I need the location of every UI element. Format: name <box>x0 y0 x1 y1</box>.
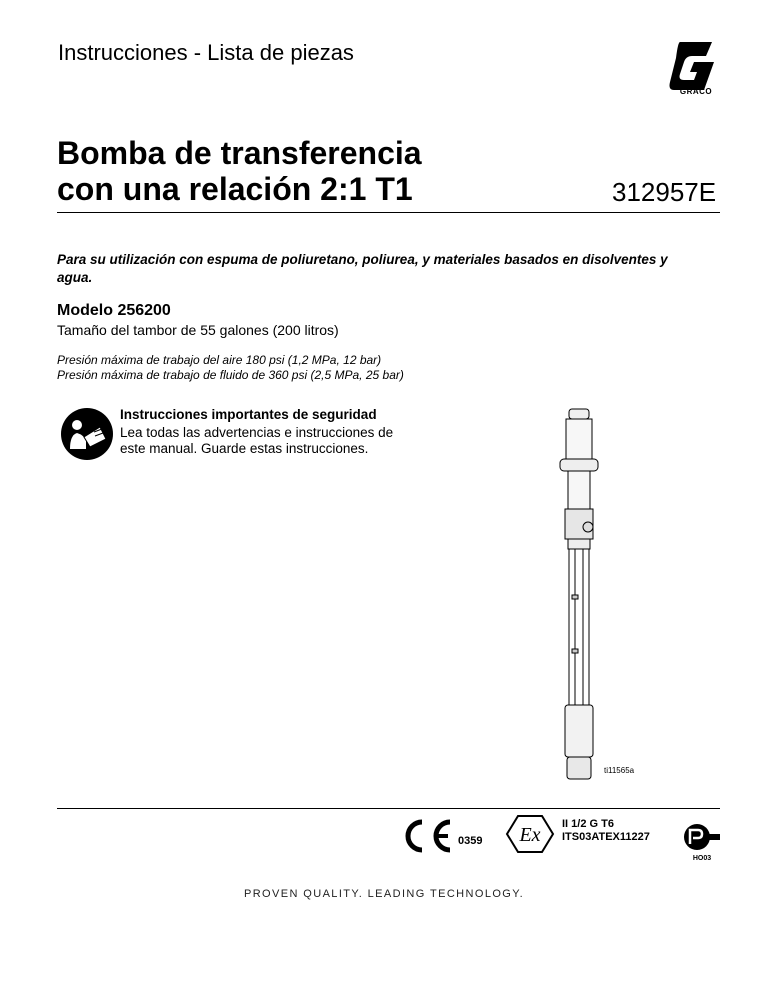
top-divider <box>57 212 720 213</box>
read-manual-icon <box>60 407 114 461</box>
pct-mark-icon <box>682 822 722 852</box>
bottom-divider <box>57 808 720 809</box>
intro-text: Para su utilización con espuma de poliuretano, poliurea, y materiales basados en disolventes y agua. <box>57 252 668 285</box>
fluid-pressure: Presión máxima de trabajo de fluido de 360 psi (2,5 MPa, 25 bar) <box>57 368 404 382</box>
svg-text:Ex: Ex <box>519 824 541 846</box>
atex-line-1: II 1/2 G T6 <box>562 818 614 830</box>
ce-mark-icon <box>398 818 458 854</box>
page-title <box>57 135 422 207</box>
figure-label: ti11565a <box>604 766 635 775</box>
model-title: Modelo 256200 <box>57 302 171 319</box>
atex-line-2: ITS03ATEX11227 <box>562 831 650 843</box>
ce-number: 0359 <box>458 835 483 847</box>
safety-text: Lea todas las advertencias e instrucciones de este manual. Guarde estas instrucciones. <box>120 425 394 456</box>
air-pressure: Presión máxima de trabajo del aire 180 psi (1,2 MPa, 12 bar) <box>57 353 382 367</box>
document-type: Instrucciones - Lista de piezas <box>58 40 354 65</box>
atex-ex-icon <box>505 814 555 854</box>
pct-code: HO03 <box>692 855 712 862</box>
atex-certification <box>562 818 650 844</box>
title-line-2: con una relación 2:1 T1 <box>57 171 413 207</box>
footer-tagline: PROVEN QUALITY. LEADING TECHNOLOGY. <box>243 888 525 900</box>
safety-title: Instrucciones importantes de seguridad <box>120 407 377 422</box>
pressure-info <box>57 353 404 383</box>
model-description: Tamaño del tambor de 55 galones (200 litros) <box>57 322 339 338</box>
graco-logo-text: GRACO <box>679 87 713 96</box>
pump-illustration <box>545 405 615 785</box>
title-line-1: Bomba de transferencia <box>57 135 422 171</box>
document-number: 312957E <box>612 177 717 207</box>
